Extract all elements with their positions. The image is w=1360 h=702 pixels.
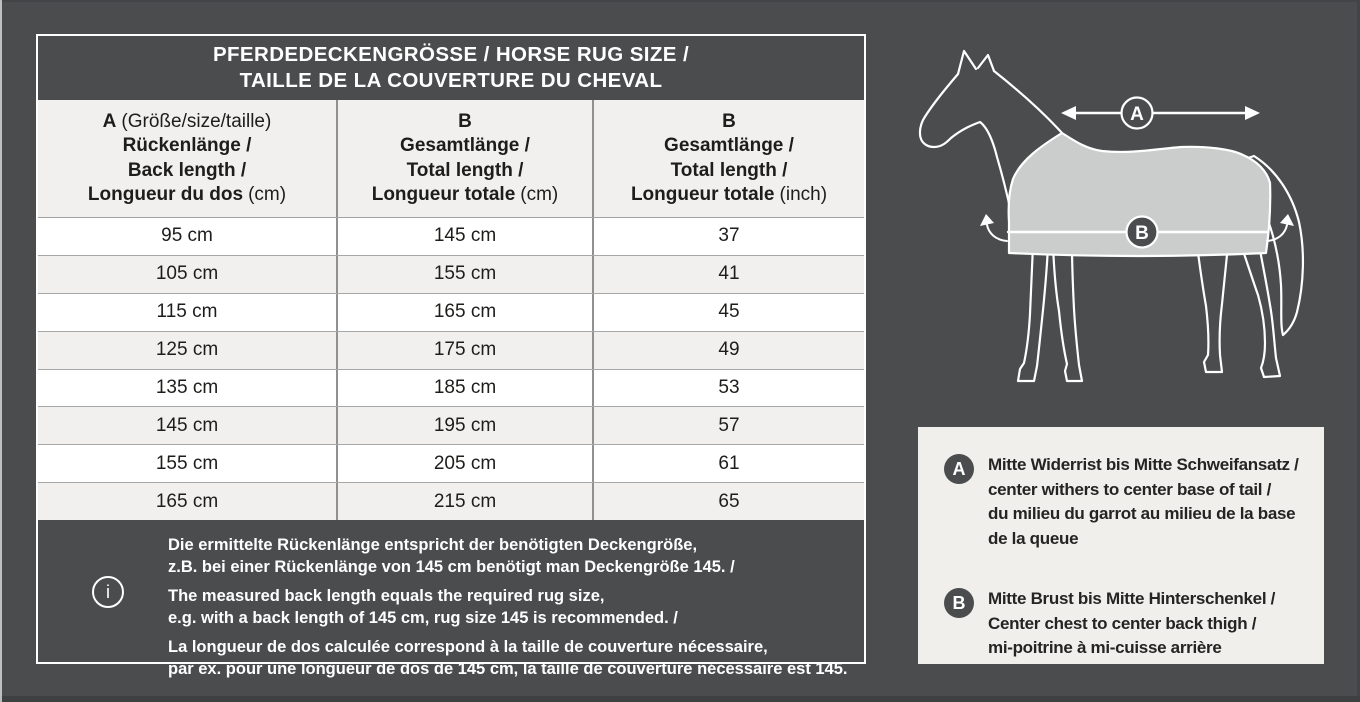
table-cell: 61 xyxy=(592,445,864,482)
footnote-group xyxy=(168,637,856,680)
legend-line: mi-poitrine à mi-cuisse arrière xyxy=(988,638,1222,657)
table-cell: 145 cm xyxy=(336,218,592,255)
page-edge-bottom xyxy=(0,696,1360,702)
footnote-line: e.g. with a back length of 145 cm, rug size 145 is recommended. / xyxy=(168,608,678,627)
wrap-arrow-front xyxy=(987,225,1007,241)
table-cell: 45 xyxy=(592,294,864,331)
table-cell: 135 cm xyxy=(155,376,219,398)
footnote-line: Die ermittelte Rückenlänge entspricht der benötigten Deckengröße, xyxy=(168,536,698,554)
legend-line: Mitte Brust bis Mitte Hinterschenkel / xyxy=(988,589,1276,608)
table-body xyxy=(38,218,864,520)
info-icon: i xyxy=(92,576,124,608)
footnote-group xyxy=(168,535,856,578)
legend-line: Mitte Widerrist bis Mitte Schweifansatz / xyxy=(988,455,1299,474)
table-row xyxy=(38,218,864,255)
footnote-line: La longueur de dos calculée correspond à la taille de couverture nécessaire, xyxy=(168,638,768,656)
legend-item xyxy=(944,453,1314,551)
table-title-line2: TAILLE DE LA COUVERTURE DU CHEVAL xyxy=(239,69,663,92)
footnote-line: par ex. pour une longueur de dos de 145 cm, la taille de couverture nécessaire est 145. xyxy=(168,659,848,678)
column-header-total-length-cm: B Gesamtlänge / Total length / Longueur totale (cm) xyxy=(336,100,592,217)
table-title xyxy=(38,36,864,100)
footnote-group xyxy=(168,586,856,629)
table-cell: 175 cm xyxy=(336,332,592,369)
page-edge-top xyxy=(0,0,1360,2)
table-cell: 195 cm xyxy=(336,407,592,444)
horse-ear-front xyxy=(958,51,976,74)
table-footnote xyxy=(38,520,864,678)
table-row xyxy=(38,444,864,482)
table-header-row xyxy=(38,100,864,218)
legend-line: de la queue xyxy=(988,528,1079,548)
legend-badge-a: A xyxy=(944,454,974,484)
horse-front-leg-far xyxy=(1053,245,1082,381)
table-row xyxy=(38,293,864,331)
column-header-total-length-inch: B Gesamtlänge / Total length / Longueur totale (inch) xyxy=(592,100,864,217)
table-row xyxy=(38,331,864,369)
footnote-line: z.B. bei einer Rückenlänge von 145 cm benötigt man Deckengröße 145. / xyxy=(168,557,735,576)
table-cell: 53 xyxy=(592,370,864,407)
legend-text xyxy=(988,587,1275,661)
horse-ear-back xyxy=(978,55,994,71)
horse-diagram xyxy=(890,10,1350,420)
size-table xyxy=(36,34,866,678)
table-cell: 49 xyxy=(592,332,864,369)
diagram-label-a: A xyxy=(1130,104,1144,125)
table-title-line1: PFERDEDECKENGRÖSSE / HORSE RUG SIZE / xyxy=(212,43,690,66)
legend-line: center withers to center base of tail / xyxy=(988,479,1272,499)
horse-mane-line xyxy=(994,71,1062,133)
table-cell: 95 cm xyxy=(161,225,213,247)
table-cell: 65 xyxy=(592,483,864,520)
table-cell: 115 cm xyxy=(156,301,218,323)
horse-hind-leg-near xyxy=(1197,245,1228,372)
table-row xyxy=(38,406,864,444)
table-cell: 165 cm xyxy=(155,490,219,512)
table-cell: 185 cm xyxy=(336,370,592,407)
arrowhead-left-icon xyxy=(1061,106,1076,120)
table-cell: 125 cm xyxy=(155,339,219,361)
measurement-legend xyxy=(918,427,1324,664)
diagram-label-b: B xyxy=(1135,223,1149,244)
table-cell: 105 cm xyxy=(155,263,219,285)
horse-head-neck xyxy=(920,74,1014,252)
table-cell: 145 cm xyxy=(155,414,219,436)
horse-hind-leg-far xyxy=(1241,245,1280,377)
table-row xyxy=(38,369,864,407)
legend-badge-b: B xyxy=(944,588,974,618)
table-cell: 41 xyxy=(592,256,864,293)
column-header-back-length: A (Größe/size/taille) Rückenlänge / Back length / Longueur du dos (cm) xyxy=(87,110,287,205)
table-cell: 215 cm xyxy=(336,483,592,520)
table-cell: 57 xyxy=(592,407,864,444)
table-cell: 155 cm xyxy=(155,452,219,474)
legend-item xyxy=(944,587,1314,661)
footnote-line: The measured back length equals the required rug size, xyxy=(168,587,605,605)
table-cell: 165 cm xyxy=(336,294,592,331)
table-cell: 37 xyxy=(592,218,864,255)
footnote-text xyxy=(168,535,856,688)
horse-front-leg-near xyxy=(1018,245,1048,381)
legend-text xyxy=(988,453,1299,551)
legend-line: Center chest to center back thigh / xyxy=(988,613,1257,633)
table-row xyxy=(38,255,864,293)
legend-line: du milieu du garrot au milieu de la base xyxy=(988,504,1296,523)
table-cell: 155 cm xyxy=(336,256,592,293)
arrowhead-right-icon xyxy=(1245,106,1260,120)
page-edge-left xyxy=(0,0,2,702)
wrap-arrowhead-front-icon xyxy=(980,214,994,226)
table-cell: 205 cm xyxy=(336,445,592,482)
table-row xyxy=(38,482,864,520)
